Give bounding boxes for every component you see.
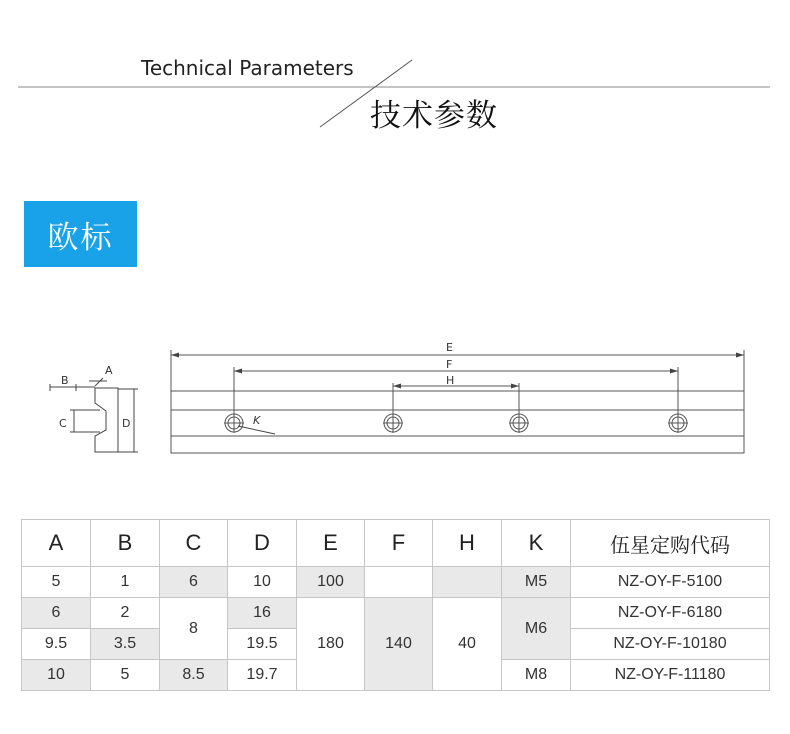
header-d: D (228, 520, 297, 567)
cell-h (433, 567, 502, 598)
label-b: B (61, 374, 69, 387)
cell-a: 10 (22, 660, 91, 691)
cell-d: 16 (228, 598, 297, 629)
cell-a: 6 (22, 598, 91, 629)
cell-a: 9.5 (22, 629, 91, 660)
section-title-cn: 技术参数 (370, 98, 498, 134)
cell-c: 6 (160, 567, 228, 598)
cell-d: 19.5 (228, 629, 297, 660)
label-a: A (105, 364, 113, 377)
profile-section (50, 378, 138, 452)
cell-c: 8.5 (160, 660, 228, 691)
table-header-row (22, 520, 770, 567)
cell-a: 5 (22, 567, 91, 598)
hole-3 (509, 413, 529, 433)
cell-b: 1 (91, 567, 160, 598)
section-title-en: Technical Parameters (141, 56, 354, 80)
cell-k: M8 (502, 660, 571, 691)
label-c: C (59, 417, 67, 430)
hole-2 (383, 413, 403, 433)
cell-h: 40 (433, 598, 502, 691)
table-row (22, 598, 770, 629)
header-c: C (160, 520, 228, 567)
header-f: F (365, 520, 433, 567)
cell-b: 3.5 (91, 629, 160, 660)
cell-f (365, 567, 433, 598)
cell-k: M5 (502, 567, 571, 598)
cell-b: 5 (91, 660, 160, 691)
cell-b: 2 (91, 598, 160, 629)
table-row (22, 567, 770, 598)
header-a: A (22, 520, 91, 567)
header-k: K (502, 520, 571, 567)
header-order-code: 伍星定购代码 (571, 520, 770, 567)
mounting-holes (224, 413, 688, 433)
cell-c: 8 (160, 598, 228, 660)
cell-e: 180 (297, 598, 365, 691)
rail-view (171, 350, 744, 453)
header-b: B (91, 520, 160, 567)
label-d: D (122, 417, 131, 430)
cell-k: M6 (502, 598, 571, 660)
cell-d: 19.7 (228, 660, 297, 691)
standard-badge: 欧标 (24, 201, 137, 267)
cell-order-code: NZ-OY-F-10180 (571, 629, 770, 660)
cell-order-code: NZ-OY-F-11180 (571, 660, 770, 691)
cell-d: 10 (228, 567, 297, 598)
label-e: E (446, 341, 453, 354)
cell-order-code: NZ-OY-F-5100 (571, 567, 770, 598)
hole-4 (668, 413, 688, 433)
label-k: K (253, 414, 261, 427)
label-h: H (446, 374, 455, 387)
hole-1 (224, 413, 244, 433)
header-h: H (433, 520, 502, 567)
header-e: E (297, 520, 365, 567)
parameter-table (21, 519, 770, 691)
cell-f: 140 (365, 598, 433, 691)
label-f: F (446, 358, 453, 371)
cell-e: 100 (297, 567, 365, 598)
cell-order-code: NZ-OY-F-6180 (571, 598, 770, 629)
